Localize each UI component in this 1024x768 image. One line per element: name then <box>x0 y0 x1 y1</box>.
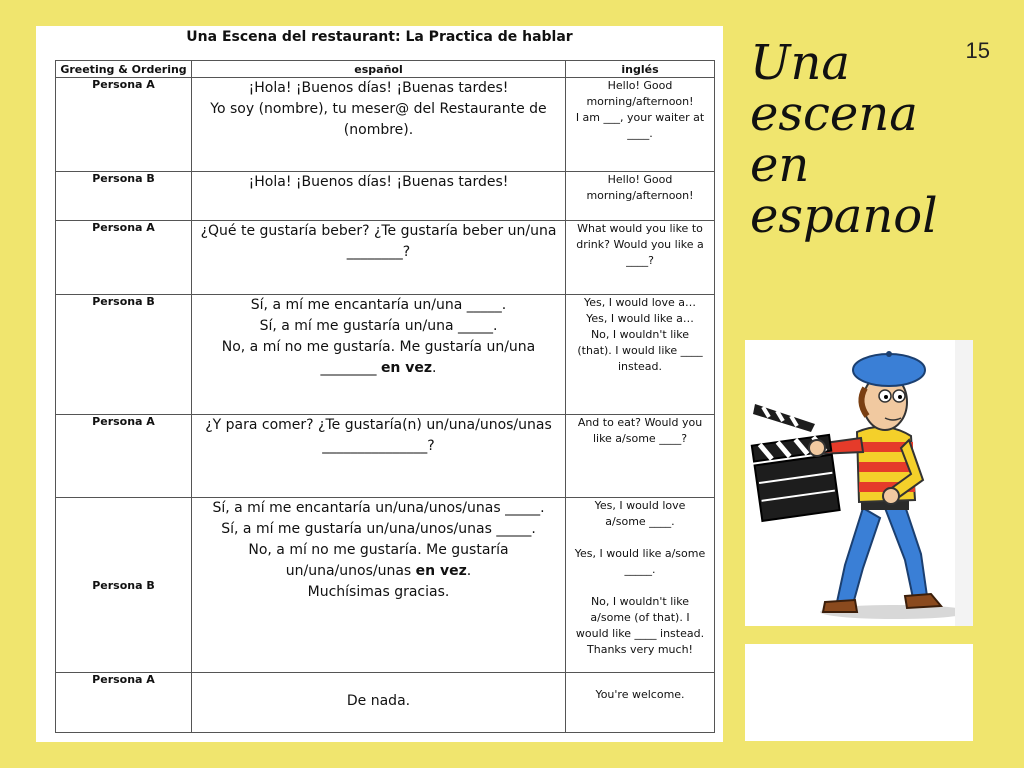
english-line: Hello! Good <box>607 79 673 92</box>
slide-title <box>750 35 980 244</box>
speaker-cell: Persona A <box>56 415 192 498</box>
spanish-line: ¡Hola! ¡Buenos días! ¡Buenas tardes! <box>248 80 509 96</box>
english-line: ____? <box>626 254 654 267</box>
spanish-line: _______________? <box>322 438 435 454</box>
spanish-line: Sí, a mí me gustaría un/una/unos/unas _____. <box>221 521 536 537</box>
spanish-line: un/una/unos/unas en vez. <box>285 563 472 579</box>
english-line: No, I wouldn't like <box>590 328 690 341</box>
spanish-line: Sí, a mí me gustaría un/una _____. <box>259 318 498 334</box>
spanish-line: Yo soy (nombre), tu meser@ del Restaurante de <box>210 101 547 117</box>
english-line: a/some ____. <box>605 515 675 528</box>
english-line: And to eat? Would you <box>577 416 703 429</box>
table-row <box>56 673 715 733</box>
spanish-line: De nada. <box>346 693 411 709</box>
english-cell <box>566 221 715 295</box>
english-line: morning/afternoon! <box>586 189 694 202</box>
slide-title-line: escena <box>750 86 918 142</box>
slide-title-line: Una <box>750 35 850 91</box>
table-row <box>56 498 715 673</box>
spanish-cell <box>192 415 566 498</box>
column-header: inglés <box>566 61 715 78</box>
blank-text: ________ <box>320 360 377 376</box>
en-vez-text: en vez <box>415 563 467 579</box>
spanish-line: Muchísimas gracias. <box>307 584 450 600</box>
speaker-cell: Persona B <box>56 498 192 673</box>
english-cell <box>566 498 715 673</box>
speaker-cell: Persona B <box>56 295 192 415</box>
blank-box <box>745 644 973 741</box>
english-line: drink? Would you like a <box>576 238 704 251</box>
english-cell <box>566 415 715 498</box>
spanish-cell <box>192 498 566 673</box>
slide-title-line: en <box>750 137 810 193</box>
english-cell <box>566 78 715 172</box>
slide-title-line: espanol <box>750 188 938 244</box>
english-line: morning/afternoon! <box>586 95 694 108</box>
director-clipart-icon <box>745 340 973 626</box>
spanish-line: (nombre). <box>343 122 414 138</box>
english-line: like a/some ____? <box>592 432 688 445</box>
english-line: instead. <box>617 360 663 373</box>
spanish-line: No, a mí no me gustaría. Me gustaría un/una <box>221 339 536 355</box>
table-row <box>56 295 715 415</box>
english-line: a/some (of that). I <box>590 611 690 624</box>
english-line: Yes, I would love a… <box>583 296 697 309</box>
dialogue-table <box>55 60 715 733</box>
english-cell <box>566 673 715 733</box>
table-row <box>56 415 715 498</box>
english-line: Yes, I would like a… <box>586 312 694 325</box>
english-line: Yes, I would love <box>594 499 686 512</box>
table-header-row <box>56 61 715 78</box>
spanish-line: No, a mí no me gustaría. Me gustaría <box>248 542 509 558</box>
spanish-line: Sí, a mí me encantaría un/una _____. <box>250 297 507 313</box>
spanish-cell <box>192 78 566 172</box>
english-line: I am ___, your waiter at <box>575 111 705 124</box>
column-header: español <box>192 61 566 78</box>
english-line: ____. <box>627 127 653 140</box>
speaker-cell: Persona A <box>56 673 192 733</box>
cartoon-director-image <box>745 340 973 626</box>
worksheet-title: Una Escena del restaurant: La Practica de hablar <box>186 29 573 45</box>
english-line: What would you like to <box>577 222 703 235</box>
spanish-line: Sí, a mí me encantaría un/una/unos/unas _____. <box>212 500 545 516</box>
spanish-line: ¿Y para comer? ¿Te gustaría(n) un/una/unos/unas <box>205 417 552 433</box>
spanish-cell <box>192 295 566 415</box>
spanish-line: ________ en vez. <box>320 360 437 376</box>
english-cell <box>566 172 715 221</box>
spanish-line: ¿Qué te gustaría beber? ¿Te gustaría beber un/una <box>200 223 557 239</box>
table-row <box>56 221 715 295</box>
spanish-line: ________? <box>346 244 411 260</box>
en-vez-text: en vez <box>380 360 433 376</box>
english-line: (that). I would like ____ <box>577 344 703 357</box>
english-cell <box>566 295 715 415</box>
english-line: You're welcome. <box>595 688 685 701</box>
english-line: _____. <box>624 563 656 576</box>
table-row <box>56 172 715 221</box>
english-line: would like ____ instead. <box>575 627 705 640</box>
spanish-cell <box>192 221 566 295</box>
speaker-cell: Persona A <box>56 221 192 295</box>
speaker-cell: Persona B <box>56 172 192 221</box>
english-line: Yes, I would like a/some <box>574 547 706 560</box>
speaker-cell: Persona A <box>56 78 192 172</box>
spanish-cell <box>192 172 566 221</box>
spanish-cell <box>192 673 566 733</box>
slide-number: 15 <box>965 38 990 63</box>
worksheet-panel <box>36 26 723 742</box>
unos-text: un/una/unos/unas <box>285 563 412 579</box>
english-line: Thanks very much! <box>587 643 693 656</box>
table-row <box>56 78 715 172</box>
spanish-line: ¡Hola! ¡Buenos días! ¡Buenas tardes! <box>248 174 509 190</box>
english-line: No, I wouldn't like <box>590 595 690 608</box>
english-line: Hello! Good <box>607 173 673 186</box>
column-header: Greeting & Ordering <box>56 61 192 78</box>
